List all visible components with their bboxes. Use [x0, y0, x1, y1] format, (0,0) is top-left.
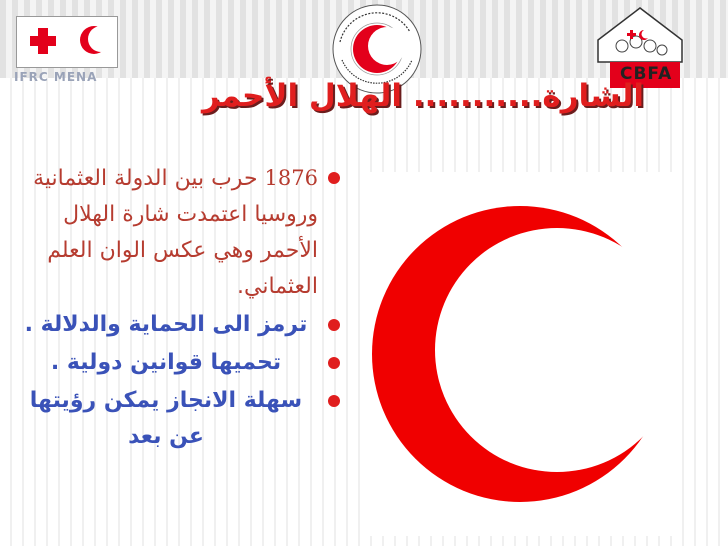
- ifrc-mena-label: IFRC MENA: [14, 70, 98, 84]
- protection-text: ترمز الى الحماية والدلالة .: [24, 312, 308, 337]
- red-crescent-icon: [370, 172, 672, 536]
- crescent-image-frame: [370, 172, 672, 536]
- red-cross-bar: [30, 36, 56, 46]
- history-text: حرب بين الدولة العثمانية وروسيا اعتمدت شارة الهلال الأحمر وهي عكس الوان العلم العثماني.: [33, 166, 318, 299]
- bullet-item-history: [14, 160, 344, 305]
- bullet-dot-icon: [328, 395, 340, 407]
- law-text: تحميها قوانين دولية .: [50, 350, 282, 375]
- bullet-item-law: [14, 345, 344, 381]
- year-label: 1876: [264, 166, 318, 190]
- bullet-dot-icon: [328, 319, 340, 331]
- red-crescent-icon: [80, 26, 108, 54]
- page-title: الشارة........... الهلال الأحمر: [201, 78, 644, 114]
- bullet-dot-icon: [328, 172, 340, 184]
- cbfa-label: CBFA: [620, 64, 673, 84]
- bullet-dot-icon: [328, 357, 340, 369]
- bullet-list: [14, 160, 344, 455]
- visibility-text: سهلة الانجاز يمكن رؤيتها عن بعد: [29, 388, 303, 449]
- bullet-item-visibility: [14, 383, 344, 455]
- bullet-item-protection: [14, 307, 344, 343]
